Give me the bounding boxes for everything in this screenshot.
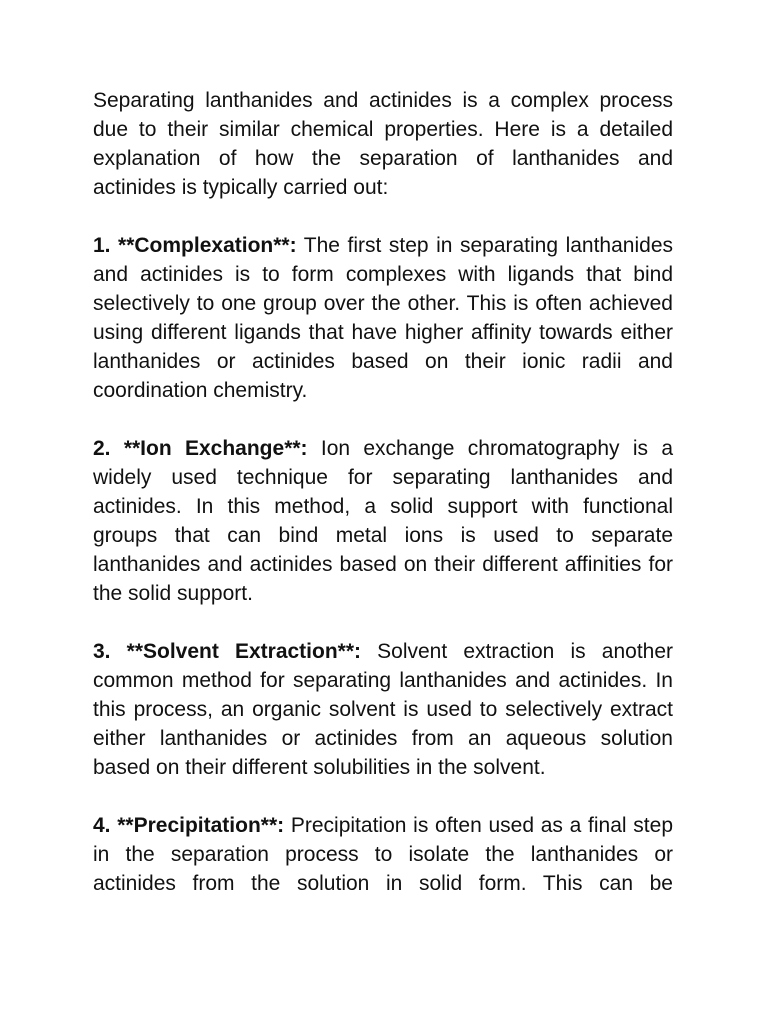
section-heading: 3. **Solvent Extraction**: [93,640,361,663]
section-heading: 2. **Ion Exchange**: [93,437,308,460]
section-precipitation [93,811,673,898]
section-body: The first step in separating lanthanides and actinides is to form complexes with ligands that bind selectively to one group over the other. This is often achieved using different ligands that have higher affinity towards either lanthanides or actinides based on their ionic radii and coordination chemistry. [93,234,673,402]
intro-paragraph: Separating lanthanides and actinides is a complex process due to their similar chemical properties. Here is a detailed explanation of how the separation of lanthanides and actinides is typically carried out: [93,89,673,199]
section-heading: 4. **Precipitation**: [93,814,285,837]
section-body: Ion exchange chromatography is a widely used technique for separating lanthanides and actinides. In this method, a solid support with functional groups that can bind metal ions is used to separate lanthanides and actinides based on their different affinities for the solid support. [93,437,673,605]
section-body: Solvent extraction is another common method for separating lanthanides and actinides. In this process, an organic solvent is used to selectively extract either lanthanides or actinides from an aqueous solution based on their different solubilities in the solvent. [93,640,674,779]
section-body: Precipitation is often used as a final step in the separation process to isolate the lanthanides or actinides from the solution in solid form. This can be [93,814,673,895]
section-ion-exchange [93,434,673,608]
section-heading: 1. **Complexation**: [93,234,297,257]
section-solvent-extraction [93,637,673,782]
section-complexation [93,231,673,405]
document-page [93,86,673,927]
